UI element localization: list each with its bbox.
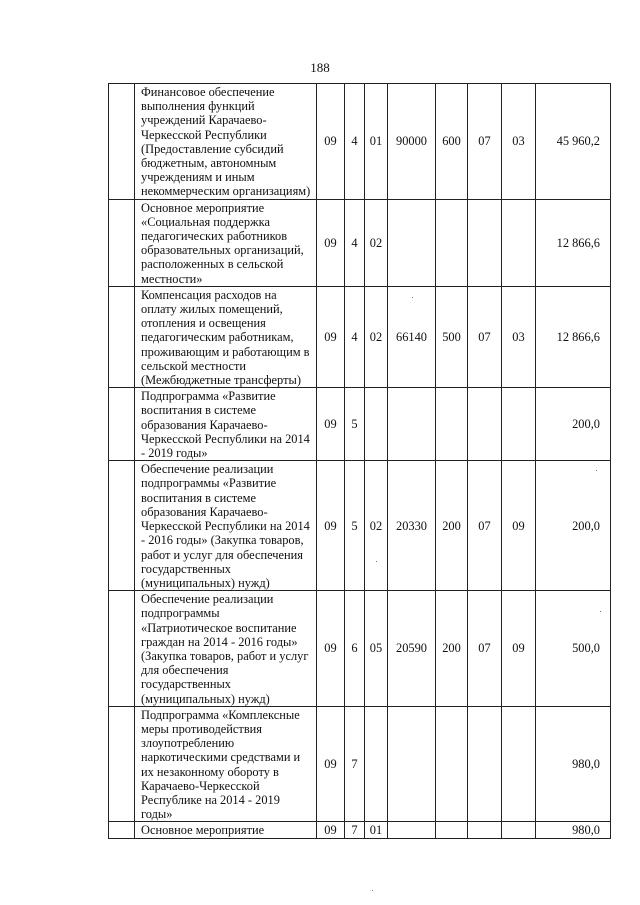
table-row	[109, 706, 611, 822]
code-direction	[388, 706, 436, 822]
row-amount: 500,0	[536, 591, 611, 707]
code-activity	[365, 388, 388, 461]
code-expense-type	[436, 706, 468, 822]
code-subsection: 09	[502, 591, 536, 707]
code-subprogram: 4	[345, 286, 365, 387]
row-amount: 980,0	[536, 706, 611, 822]
table-row	[109, 199, 611, 286]
code-direction	[388, 822, 436, 839]
scan-speck	[412, 297, 413, 298]
row-index-cell	[109, 461, 135, 591]
code-subprogram: 7	[345, 706, 365, 822]
row-name: Основное мероприятие «Социальная поддержка педагогических работников образовательных организаций, расположенных в сельской местности»	[135, 199, 317, 286]
code-section: 07	[468, 286, 502, 387]
code-direction: 90000	[388, 84, 436, 200]
code-section: 07	[468, 461, 502, 591]
code-direction: 20330	[388, 461, 436, 591]
code-ministry: 09	[317, 461, 345, 591]
row-amount: 12 866,6	[536, 199, 611, 286]
row-index-cell	[109, 822, 135, 839]
code-subsection	[502, 388, 536, 461]
code-subprogram: 5	[345, 461, 365, 591]
code-section: 07	[468, 591, 502, 707]
code-direction: 66140	[388, 286, 436, 387]
code-section	[468, 822, 502, 839]
code-subsection	[502, 822, 536, 839]
code-ministry: 09	[317, 388, 345, 461]
row-index-cell	[109, 286, 135, 387]
code-activity: 02	[365, 199, 388, 286]
row-index-cell	[109, 84, 135, 200]
code-section: 07	[468, 84, 502, 200]
row-index-cell	[109, 591, 135, 707]
row-amount: 45 960,2	[536, 84, 611, 200]
code-expense-type: 600	[436, 84, 468, 200]
scan-speck	[376, 561, 377, 562]
code-activity	[365, 706, 388, 822]
table-row	[109, 388, 611, 461]
code-subsection: 09	[502, 461, 536, 591]
row-amount: 200,0	[536, 461, 611, 591]
code-subsection	[502, 199, 536, 286]
scan-speck	[600, 611, 601, 612]
table-row	[109, 286, 611, 387]
code-subsection: 03	[502, 84, 536, 200]
table-row	[109, 591, 611, 707]
code-section	[468, 199, 502, 286]
row-name: Компенсация расходов на оплату жилых помещений, отопления и освещения педагогическим работникам, проживающим и работающим в сельской местности (Межбюджетные трансферты)	[135, 286, 317, 387]
table-row	[109, 84, 611, 200]
row-amount: 980,0	[536, 822, 611, 839]
code-subprogram: 7	[345, 822, 365, 839]
code-expense-type	[436, 822, 468, 839]
code-section	[468, 388, 502, 461]
code-subprogram: 6	[345, 591, 365, 707]
row-name: Обеспечение реализации подпрограммы «Патриотическое воспитание граждан на 2014 - 2016 годы» (Закупка товаров, работ и услуг для обеспечения государственных (муниципальных) нужд)	[135, 591, 317, 707]
code-activity: 02	[365, 461, 388, 591]
code-expense-type: 200	[436, 461, 468, 591]
row-name: Подпрограмма «Развитие воспитания в системе образования Карачаево-Черкесской Республики на 2014 - 2019 годы»	[135, 388, 317, 461]
code-ministry: 09	[317, 822, 345, 839]
row-name: Финансовое обеспечение выполнения функций учреждений Карачаево-Черкесской Республики (Предоставление субсидий бюджетным, автономным учреждениям и иным некоммерческим организациям)	[135, 84, 317, 200]
code-ministry: 09	[317, 286, 345, 387]
code-subsection: 03	[502, 286, 536, 387]
row-name: Обеспечение реализации подпрограммы «Развитие воспитания в системе образования Карачаево-Черкесской Республики на 2014 - 2016 годы» (Закупка товаров, работ и услуг для обеспечения государственных (муниципальных) нужд)	[135, 461, 317, 591]
code-direction: 20590	[388, 591, 436, 707]
code-direction	[388, 199, 436, 286]
scan-speck	[372, 890, 373, 891]
row-amount: 12 866,6	[536, 286, 611, 387]
table-row	[109, 461, 611, 591]
code-subprogram: 5	[345, 388, 365, 461]
code-ministry: 09	[317, 591, 345, 707]
budget-table	[108, 83, 611, 839]
code-expense-type: 500	[436, 286, 468, 387]
code-ministry: 09	[317, 706, 345, 822]
code-direction	[388, 388, 436, 461]
row-name: Подпрограмма «Комплексные меры противодействия злоупотреблению наркотическими средствами и их незаконному обороту в Карачаево-Черкесской Республике на 2014 - 2019 годы»	[135, 706, 317, 822]
page-number: 188	[310, 60, 330, 75]
row-index-cell	[109, 388, 135, 461]
code-activity: 05	[365, 591, 388, 707]
code-activity: 02	[365, 286, 388, 387]
scan-speck	[596, 470, 597, 471]
row-index-cell	[109, 706, 135, 822]
table-row	[109, 822, 611, 839]
code-activity: 01	[365, 822, 388, 839]
code-subsection	[502, 706, 536, 822]
code-expense-type	[436, 388, 468, 461]
row-index-cell	[109, 199, 135, 286]
row-name: Основное мероприятие	[135, 822, 317, 839]
row-amount: 200,0	[536, 388, 611, 461]
code-section	[468, 706, 502, 822]
code-subprogram: 4	[345, 84, 365, 200]
code-subprogram: 4	[345, 199, 365, 286]
code-ministry: 09	[317, 199, 345, 286]
code-expense-type	[436, 199, 468, 286]
code-expense-type: 200	[436, 591, 468, 707]
code-activity: 01	[365, 84, 388, 200]
code-ministry: 09	[317, 84, 345, 200]
